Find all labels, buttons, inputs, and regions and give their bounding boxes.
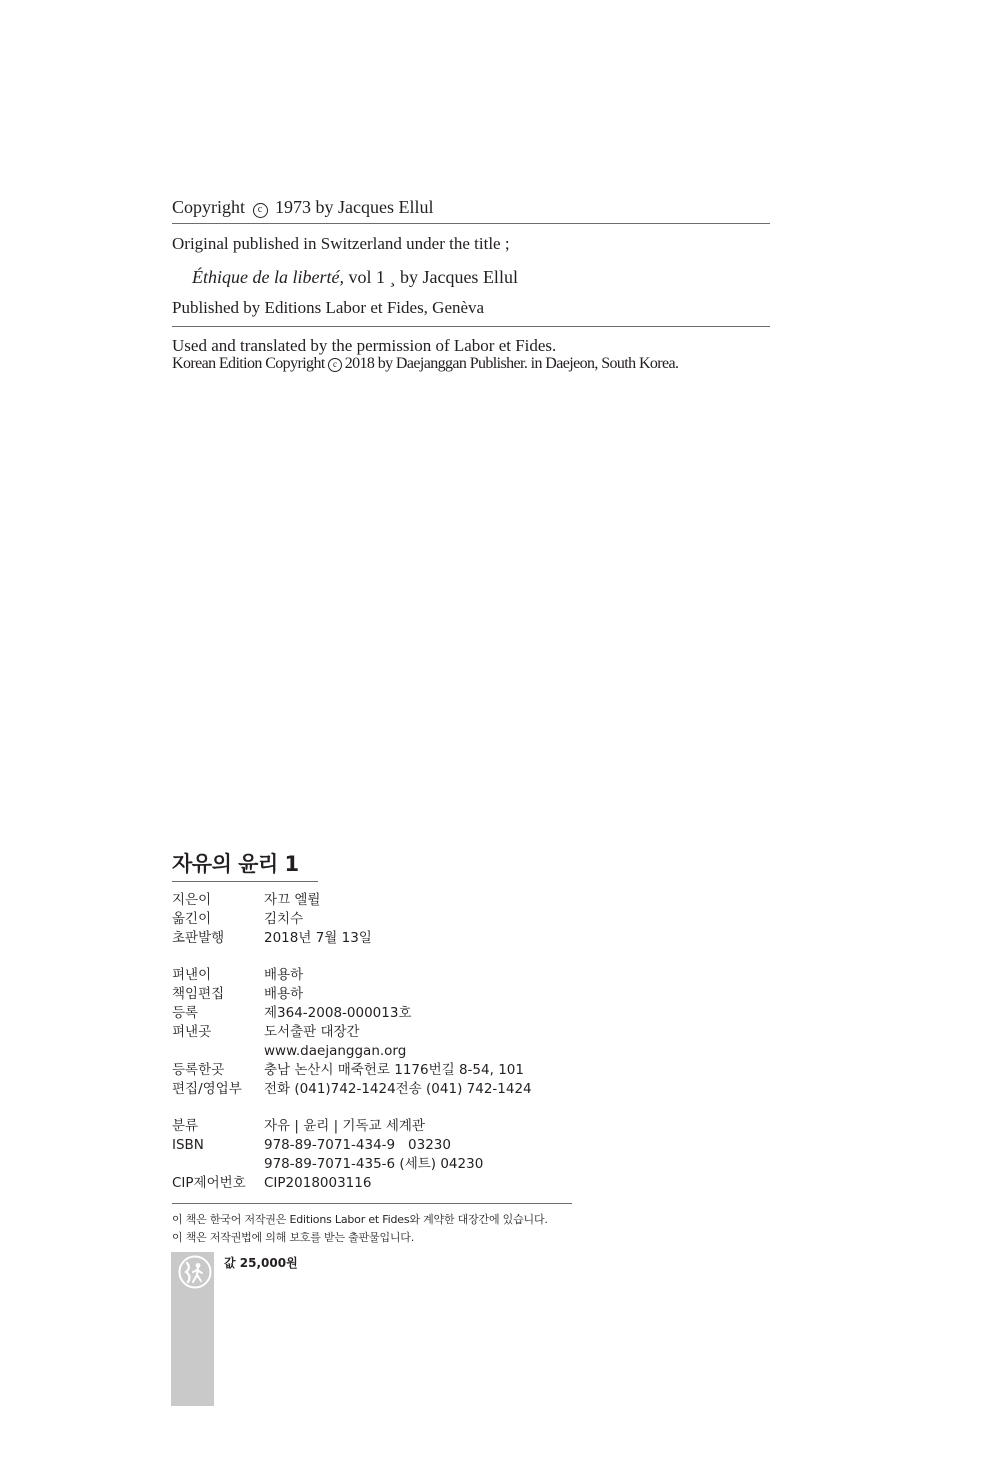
info-label: 등록 <box>172 1005 199 1021</box>
info-label: 등록한곳 <box>172 1062 225 1078</box>
info-label: 분류 <box>172 1118 199 1134</box>
copyright-line <box>172 196 770 222</box>
info-label: ISBN <box>172 1137 204 1153</box>
info-row <box>172 1023 582 1042</box>
info-group-authors <box>172 891 582 948</box>
info-group-classification <box>172 1117 582 1193</box>
colophon-block <box>172 850 582 1247</box>
info-row <box>172 985 582 1004</box>
spacer <box>172 1099 582 1117</box>
info-label <box>172 1042 264 1061</box>
info-row <box>172 910 582 929</box>
info-row <box>172 1174 582 1193</box>
info-label: 펴낸이 <box>172 967 212 983</box>
korean-edition-rest: 2018 by Daejanggan Publisher. in Daejeon, South Korea. <box>344 355 679 372</box>
info-row <box>172 966 582 985</box>
info-value: 배용하 <box>264 986 304 1002</box>
website-url: www.daejanggan.org <box>264 1043 407 1059</box>
info-value: 도서출판 대장간 <box>264 1024 360 1040</box>
info-value: 충남 논산시 매죽헌로 1176번길 8-54, 101 <box>264 1062 524 1078</box>
info-row <box>172 1117 582 1136</box>
info-group-publisher <box>172 966 582 1099</box>
info-value: 전화 (041)742-1424전송 (041) 742-1424 <box>264 1081 532 1097</box>
original-published-line: Original published in Switzerland under the title ; <box>172 234 510 253</box>
price-label: 값 25,000원 <box>224 1256 298 1270</box>
title-divider <box>172 881 318 882</box>
copyright-prefix: Copyright <box>172 197 246 217</box>
colophon-info <box>172 891 582 1193</box>
permission-line: Used and translated by the permission of Labor et Fides. <box>172 336 557 355</box>
original-title-line <box>172 266 770 288</box>
info-value: 김치수 <box>264 911 304 927</box>
copyright-symbol-icon: c <box>253 203 268 218</box>
copyright-notes <box>172 1211 582 1247</box>
korean-edition-line <box>172 355 770 373</box>
info-value: 배용하 <box>264 967 304 983</box>
info-row <box>172 891 582 910</box>
info-label: 책임편집 <box>172 986 225 1002</box>
info-label: 지은이 <box>172 892 212 908</box>
info-row <box>172 1136 582 1155</box>
info-label <box>172 1155 264 1174</box>
info-value: CIP2018003116 <box>264 1175 372 1191</box>
copyright-year-author: 1973 by Jacques Ellul <box>275 197 434 217</box>
copyright-block <box>172 196 770 373</box>
original-title: Éthique de la liberté, <box>192 267 344 287</box>
isbn-set-value: 978-89-7071-435-6 (세트) 04230 <box>264 1156 484 1172</box>
info-row <box>172 1155 582 1174</box>
info-value: 자유 | 윤리 | 기독교 세계관 <box>264 1118 425 1134</box>
info-row <box>172 1061 582 1080</box>
note-line: 이 책은 저작권법에 의해 보호를 받는 출판물입니다. <box>172 1231 415 1244</box>
publisher-logo-icon <box>178 1255 212 1289</box>
info-label: CIP제어번호 <box>172 1175 246 1191</box>
info-label: 초판발행 <box>172 930 225 946</box>
spacer <box>172 948 582 966</box>
info-label: 편집/영업부 <box>172 1081 242 1097</box>
info-value: 자끄 엘륄 <box>264 892 321 908</box>
info-row <box>172 929 582 948</box>
info-value: 제364-2008-000013호 <box>264 1005 412 1021</box>
copyright-symbol-icon: c <box>328 358 342 372</box>
original-title-rest: vol 1 ¸ by Jacques Ellul <box>343 267 518 287</box>
note-line: 이 책은 한국어 저작권은 Editions Labor et Fides와 계약한 대장간에 있습니다. <box>172 1213 548 1226</box>
info-value: 2018년 7월 13일 <box>264 930 372 946</box>
publisher-line: Published by Editions Labor et Fides, Genèva <box>172 298 485 317</box>
info-label: 펴낸곳 <box>172 1024 212 1040</box>
info-row <box>172 1080 582 1099</box>
info-label: 옮긴이 <box>172 911 212 927</box>
divider <box>172 1203 572 1204</box>
isbn-value: 978-89-7071-434-9 03230 <box>264 1137 451 1153</box>
info-row <box>172 1042 582 1061</box>
divider <box>172 326 770 327</box>
divider <box>172 223 770 224</box>
book-title: 자유의 윤리 1 <box>172 852 299 876</box>
korean-edition-prefix: Korean Edition Copyright <box>172 355 325 372</box>
info-row <box>172 1004 582 1023</box>
